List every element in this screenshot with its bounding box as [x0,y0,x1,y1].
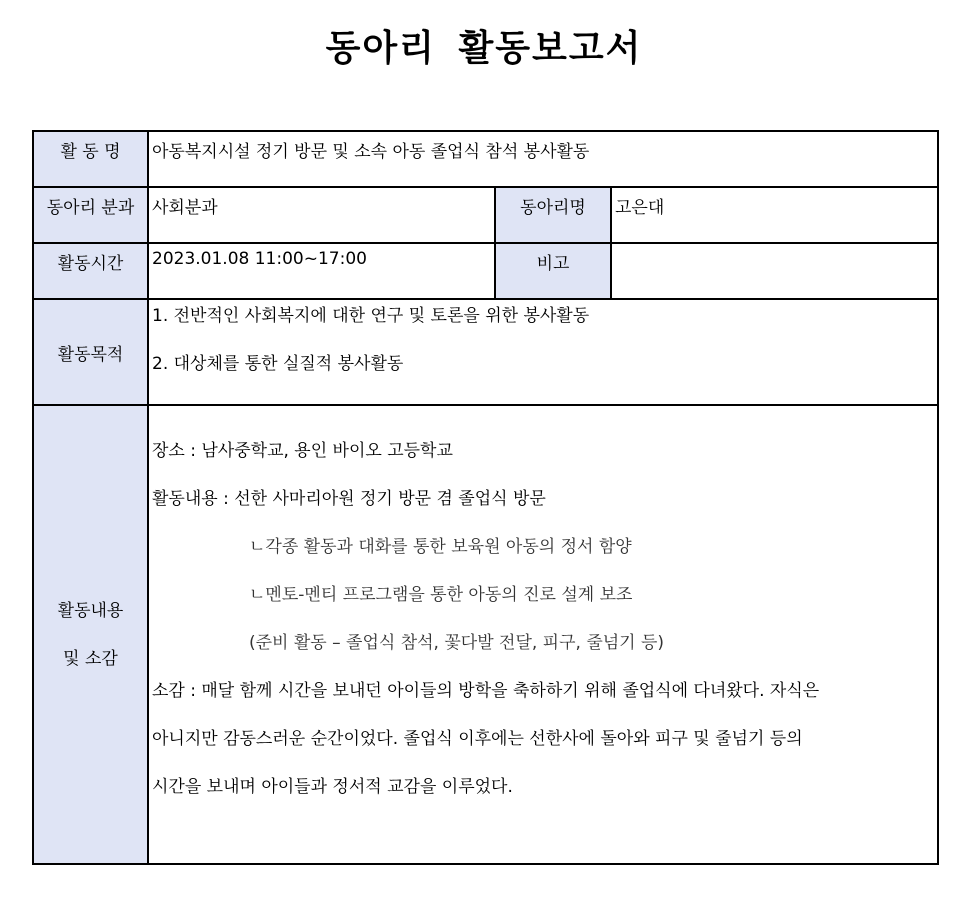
activity-time-label: 활동시간 [33,243,148,299]
report-table [32,130,939,865]
note-value [611,243,938,299]
purpose-row [33,299,938,405]
club-division-label: 동아리 분과 [33,187,148,243]
sub-item-3: (준비 활동 – 졸업식 참석, 꽃다발 전달, 피구, 줄넘기 등) [249,633,665,653]
club-division-row [33,187,938,243]
activity-content-line: 활동내용 : 선한 사마리아원 정기 방문 겸 졸업식 방문 [152,489,546,509]
club-name-value: 고은대 [611,187,938,243]
purpose-item-2: 2. 대상체를 통한 실질적 봉사활동 [152,354,404,374]
impression-line-2: 아니지만 감동스러운 순간이었다. 졸업식 이후에는 선한사에 돌아와 피구 및 줄넘기 등의 [152,729,803,749]
content-label [33,405,148,864]
impression-line-1: 소감 : 매달 함께 시간을 보내던 아이들의 방학을 축하하기 위해 졸업식에 다녀왔다. 자식은 [152,681,820,701]
purpose-label: 활동목적 [33,299,148,405]
sub-item-2: ㄴ멘토-멘티 프로그램을 통한 아동의 진로 설계 보조 [249,585,633,605]
sub-item-1: ㄴ각종 활동과 대화를 통한 보육원 아동의 정서 함양 [249,537,632,557]
page-title: 동아리 활동보고서 [325,28,643,69]
activity-name-value: 아동복지시설 정기 방문 및 소속 아동 졸업식 참석 봉사활동 [148,131,938,187]
content-row [33,405,938,864]
club-division-value: 사회분과 [148,187,495,243]
club-name-label: 동아리명 [495,187,611,243]
content-label-line2: 및 소감 [63,648,118,669]
activity-name-label: 활 동 명 [33,131,148,187]
purpose-value [148,299,938,405]
activity-time-row [33,243,938,299]
activity-name-row [33,131,938,187]
content-value [148,405,938,864]
impression-line-3: 시간을 보내며 아이들과 정서적 교감을 이루었다. [152,777,513,797]
purpose-item-1: 1. 전반적인 사회복지에 대한 연구 및 토론을 위한 봉사활동 [152,306,590,326]
note-label: 비고 [495,243,611,299]
activity-time-value: 2023.01.08 11:00~17:00 [148,243,495,299]
content-label-line1: 활동내용 [57,600,124,621]
place-line: 장소 : 남사중학교, 용인 바이오 고등학교 [152,441,453,461]
